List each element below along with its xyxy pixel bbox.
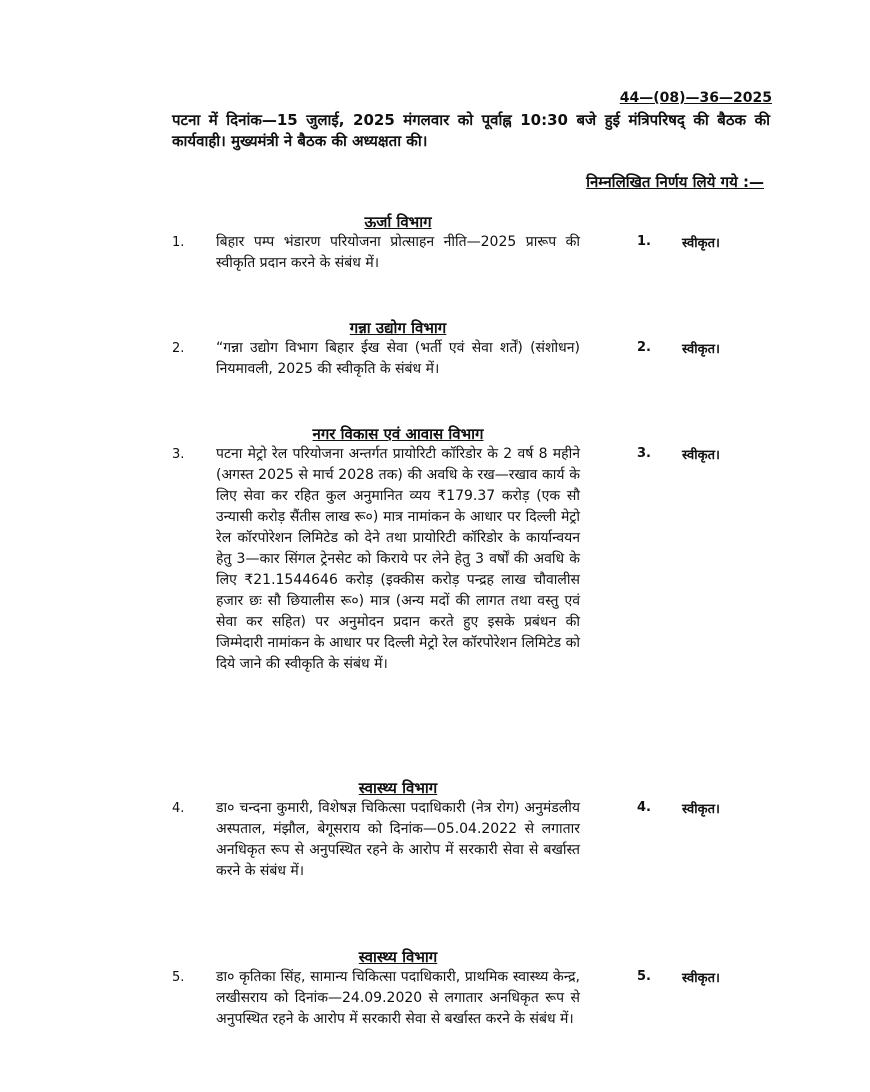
result-status: स्वीकृत। (682, 971, 720, 986)
item-text: डा० कृतिका सिंह, सामान्य चिकित्सा पदाधिकारी, प्राथमिक स्वास्थ्य केन्द्र, लखीसराय को दिनांक—24.09.2020 से लगातार अनधिकृत रूप से अनुपस्थित रहने के आरोप में सरकारी सेवा से बर्खास्त करने के संबंध में। (216, 969, 580, 1027)
result-status: स्वीकृत। (682, 802, 720, 817)
result-status: स्वीकृत। (682, 342, 720, 357)
item-text: बिहार पम्प भंडारण परियोजना प्रोत्साहन नीति—2025 प्रारूप की स्वीकृति प्रदान करने के संबंध में। (216, 234, 580, 271)
result-number: 4. (637, 800, 651, 815)
item-number: 2. (172, 341, 185, 356)
item-text: पटना मेट्रो रेल परियोजना अन्तर्गत प्रायोरिटी कॉरिडोर के 2 वर्ष 8 महीने (अगस्त 2025 से मार्च 2028 तक) की अवधि के रख—रखाव कार्य के लिए सेवा कर रहित कुल अनुमानित व्यय ₹179.37 करोड़ (एक सौ उन्यासी करोड़ सैंतीस लाख रू०) मात्र नामांकन के आधार पर दिल्ली मेट्रो रेल कॉरपोरेशन लिमिटेड को देने तथा प्रायोरिटी कॉरिडोर के कार्यान्वयन हेतु 3—कार सिंगल ट्रेनसेट को किराये पर लेने हेतु 3 वर्षों की अवधि के लिए ₹21.1544646 करोड़ (इक्कीस करोड़ पन्द्रह लाख चौवालीस हजार छः सौ छियालीस रू०) मात्र (अन्य मदों की लागत तथा वस्तु एवं सेवा कर सहित) पर अनुमोदन प्रदान करते हुए इसके प्रबंधन की जिम्मेदारी नामांकन के आधार पर दिल्ली मेट्रो रेल कॉरपोरेशन लिमिटेड को दिये जाने की स्वीकृति के संबंध में। (216, 446, 580, 672)
department-heading: गन्ना उद्योग विभाग (349, 319, 447, 337)
department-heading: नगर विकास एवं आवास विभाग (312, 425, 484, 443)
department-heading: स्वास्थ्य विभाग (358, 779, 438, 797)
result-number: 2. (637, 340, 651, 355)
result-number: 5. (637, 969, 651, 984)
result-status: स्वीकृत। (682, 236, 720, 251)
department-heading: ऊर्जा विभाग (364, 213, 432, 231)
item-number: 4. (172, 801, 185, 816)
item-number: 3. (172, 447, 185, 462)
result-number: 1. (637, 234, 651, 249)
department-heading: स्वास्थ्य विभाग (358, 948, 438, 966)
item-number: 1. (172, 235, 185, 250)
result-status: स्वीकृत। (682, 448, 720, 463)
reference-number: 44—(08)—36—2025 (619, 90, 772, 106)
decisions-heading: निम्नलिखित निर्णय लिये गये :— (586, 173, 764, 191)
meeting-intro: पटना में दिनांक—15 जुलाई, 2025 मंगलवार को पूर्वाह्न 10:30 बजे हुई मंत्रिपरिषद् की बैठक की कार्यवाही। मुख्यमंत्री ने बैठक की अध्यक्षता की। (172, 111, 770, 150)
item-number: 5. (172, 970, 185, 985)
item-text: डा० चन्दना कुमारी, विशेषज्ञ चिकित्सा पदाधिकारी (नेत्र रोग) अनुमंडलीय अस्पताल, मंझौल, बेगूसराय को दिनांक—05.04.2022 से लगातार अनधिकृत रूप से अनुपस्थित रहने के आरोप में सरकारी सेवा से बर्खास्त करने के संबंध में। (216, 800, 580, 879)
item-text: “गन्ना उद्योग विभाग बिहार ईख सेवा (भर्ती एवं सेवा शर्तें) (संशोधन) नियमावली, 2025 की स्वीकृति के संबंध में। (216, 340, 580, 377)
result-number: 3. (637, 446, 651, 461)
